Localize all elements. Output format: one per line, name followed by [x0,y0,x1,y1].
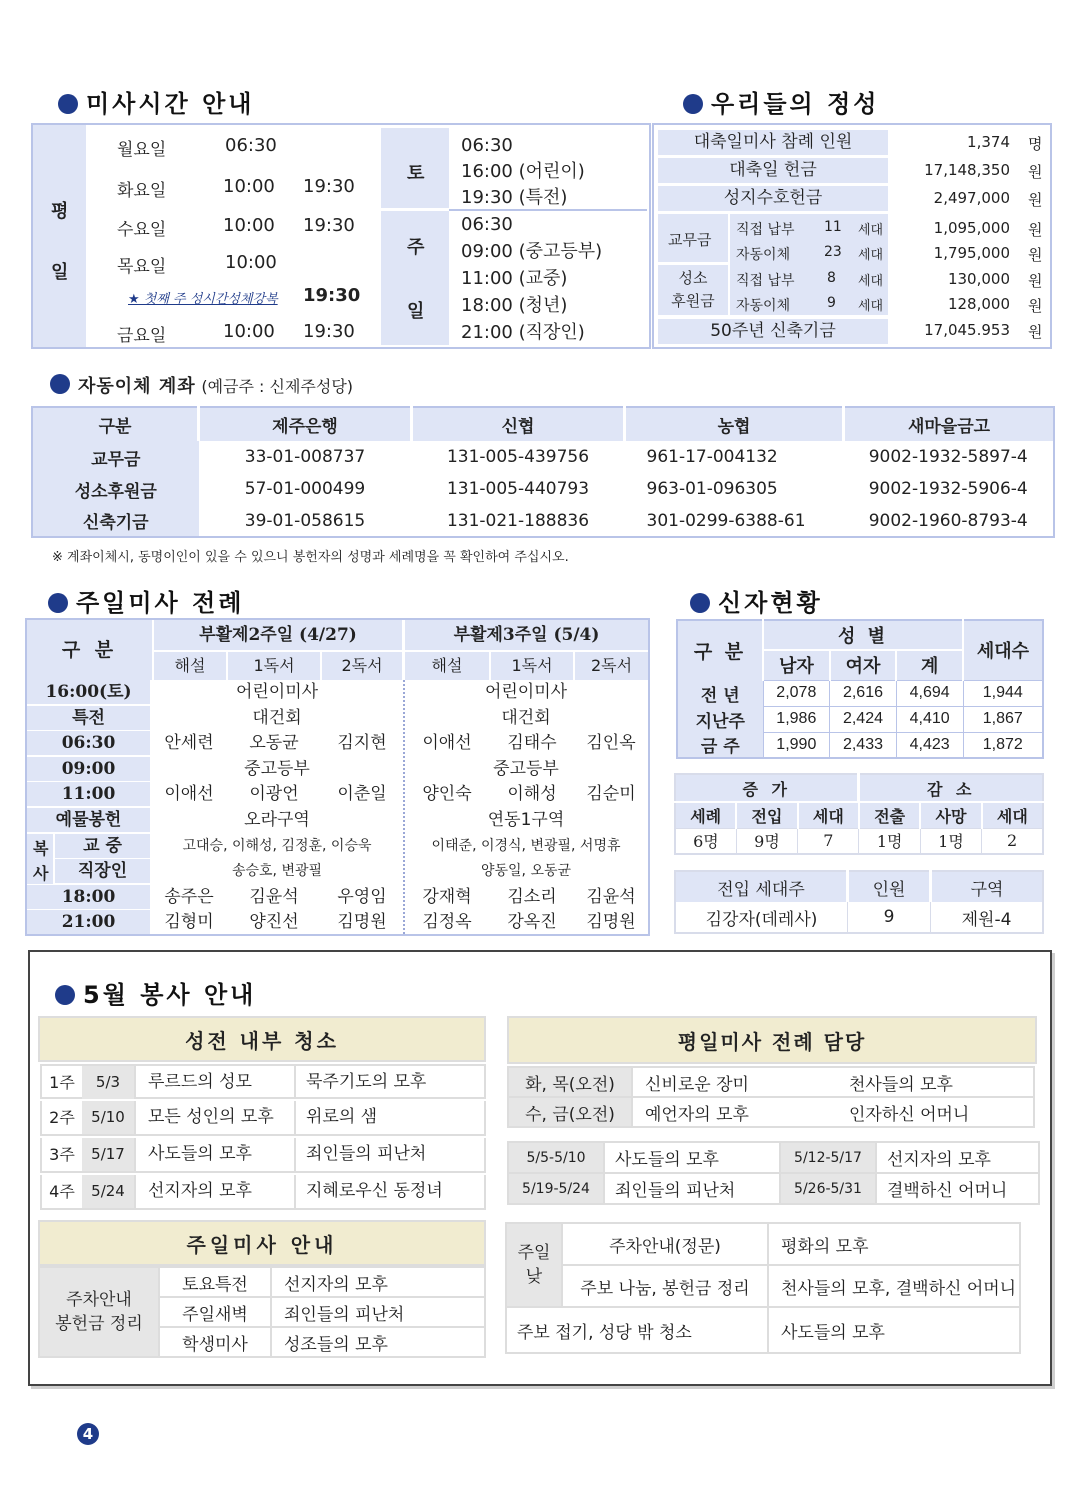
offering-unit: 원 [1028,323,1043,341]
team: 성조들의 모후 [284,1334,388,1355]
weekday-liturgy-table [507,1066,1035,1128]
household-count: 23 [824,244,842,260]
team: 루르드의 성모 [134,1066,296,1099]
role-header: 해설 [405,652,489,680]
time: 19:30 [303,285,361,306]
sub-header: 계 [896,650,963,680]
date-range: 5/12-5/17 [780,1142,876,1173]
liturgy-row [27,706,648,731]
team: 묵주기도의 모후 [306,1072,427,1092]
table-row [32,473,1054,505]
row-label: 21:00 [27,910,150,934]
change-value: 9명 [736,828,797,854]
liturgy-cell: 대건회 [252,707,302,728]
sun-time: 18:00 (청년) [461,295,568,316]
duty: 주차안내(정문) [562,1223,768,1265]
table-row [508,1142,1039,1173]
day-label: 화요일 [117,181,167,201]
role-header: 1독서 [228,652,320,680]
time: 10:00 [225,252,277,273]
row-label: 특전 [27,706,150,730]
liturgy-row [27,782,648,807]
offering-unit: 명 [1028,135,1043,153]
liturgy-row [27,885,648,910]
mass-slot: 토요특전 [159,1267,271,1297]
team: 죄인들의 피난처 [284,1304,405,1325]
fund-label: 50주년 신축기금 [658,319,888,344]
movein-name: 김강자(데레사) [675,902,848,933]
sat-time: 06:30 [461,135,513,156]
liturgy-cell: 김정옥 [422,912,472,933]
change-value: 2 [982,828,1043,854]
cell: 죄인들의 피난처 [604,1173,780,1204]
account-number: 9002-1932-5906-4 [868,479,1028,499]
cell: 1,990 [763,732,830,758]
offering-unit: 원 [1028,272,1043,290]
cleaning-title: 성전 내부 청소 [38,1016,486,1062]
sub-header: 여자 [830,650,897,680]
table-row [32,505,1054,537]
liturgy-cell: 이춘일 [337,784,387,805]
table-row [677,706,1043,732]
saturday-times [461,133,585,211]
liturgy-cell: 이애선 [164,784,214,805]
team: 사도들의 모후 [134,1138,296,1171]
week-label: 2주 [42,1101,84,1134]
sat-time: 16:00 (어린이) [461,161,585,182]
liturgy-gubun: 구 분 [27,620,152,680]
cell: 1,944 [963,680,1043,706]
liturgy-cell: 김순미 [586,784,636,805]
liturgy-cell: 우영임 [337,886,387,907]
cell: 4,410 [896,706,963,732]
liturgy-cell: 대건회 [501,707,551,728]
row-label: 09:00 [27,757,150,781]
change-value: 7 [798,828,859,854]
bullet-icon [48,593,68,613]
offerings-box [652,123,1052,349]
offering-unit: 원 [1028,163,1043,181]
team: 죄인들의 피난처 [306,1144,427,1164]
movein-head: 구역 [970,879,1004,900]
weekday-label-2: 일 [51,262,69,283]
week-header: 부활제2주일 (4/27) [154,620,402,650]
table-row [677,680,1043,706]
day-label: 금요일 [117,326,167,346]
liturgy-cell: 연동1구역 [487,810,565,830]
change-head: 전입 [736,802,797,828]
table-row [40,1064,486,1099]
col-header: 구분 [32,407,199,441]
team: 천사들의 모후, 결백하신 어머니 [781,1278,1017,1299]
liturgy-cell: 이해성 [507,784,557,805]
date: 5/10 [82,1101,136,1134]
sun-time: 21:00 (직장인) [461,322,585,343]
row-label: 금 주 [677,732,763,758]
time: 06:30 [225,135,277,156]
team: 위로의 샘 [306,1107,378,1127]
account-number: 131-005-440793 [446,479,590,499]
sun-time: 06:30 [461,214,513,235]
sunday-guide-title: 주일미사 안내 [38,1220,486,1266]
sunday-day-table [505,1222,1021,1354]
offering-unit: 원 [1028,297,1043,315]
mass-times-box [31,123,651,349]
household-count: 11 [824,219,842,235]
weekday-label-1: 평 [51,201,69,222]
boksa-label: 사 [33,863,49,883]
mass-slot: 주일새벽 [159,1297,271,1327]
team: 평화의 모후 [781,1236,869,1257]
date: 5/24 [82,1175,136,1208]
cell: 천사들의 모후 [849,1074,953,1095]
offering-value: 128,000 [947,295,1010,313]
col-header: 신협 [412,407,625,441]
row-label: 전 년 [677,680,763,706]
offerings-title: 우리들의 정성 [683,84,879,119]
liturgy-cell: 김윤석 [586,886,636,907]
liturgy-cell: 김인옥 [586,733,636,754]
cell: 2,433 [830,732,897,758]
seongso-label: 성소 후원금 [671,269,715,310]
bullet-icon [58,94,78,114]
liturgy-cell: 김명원 [337,912,387,933]
liturgy-cell: 김소리 [507,886,557,907]
role-header: 2독서 [575,652,648,680]
offering-unit: 원 [1028,246,1043,264]
cell: 1,867 [963,706,1043,732]
cell: 2,424 [830,706,897,732]
cell: 1,986 [763,706,830,732]
gender-header: 성 별 [763,620,963,650]
account-number: 9002-1960-8793-4 [868,510,1028,531]
offering-label: 대축일미사 참례 인원 [658,130,888,155]
day-label: 월요일 [117,140,167,160]
table-row [508,1173,1039,1204]
offering-unit: 원 [1028,221,1043,239]
account-number: 9002-1932-5897-4 [868,447,1028,467]
offering-value: 1,095,000 [933,219,1010,237]
offering-label: 대축일 헌금 [658,158,888,183]
cell: 사도들의 모후 [604,1142,780,1173]
decrease-header: 감 소 [859,774,1043,802]
table-row [40,1175,486,1210]
offering-value: 1,374 [967,133,1010,151]
team: 사도들의 모후 [768,1307,1020,1353]
account-number: 33-01-008737 [244,447,366,467]
table-row [32,441,1054,473]
liturgy-cell: 이광언 [249,784,299,805]
row-label: 18:00 [27,885,150,909]
row-label: 신축기금 [32,505,199,537]
offering-unit: 원 [1028,191,1043,209]
liturgy-row [27,731,648,756]
week-label: 1주 [42,1066,84,1099]
liturgy-cell: 김윤석 [249,886,299,907]
date: 5/17 [82,1138,136,1171]
col-header: 새마을금고 [907,417,991,437]
row-label: 11:00 [27,782,150,806]
mass-slot: 학생미사 [159,1327,271,1357]
cell: 선지자의 모후 [876,1142,1039,1173]
first-week-note: ★ 첫째 주 성시간성체강복 [128,292,278,307]
liturgy-cell: 김지현 [337,733,387,754]
cell: 결백하신 어머니 [876,1173,1039,1204]
account-holder: (예금주 : 신제주성당) [201,377,354,396]
date-range: 5/26-5/31 [780,1173,876,1204]
liturgy-cell: 김태수 [507,733,557,754]
change-head: 세대 [798,802,859,828]
sunday-label-2: 일 [407,301,425,322]
change-head: 세대 [996,806,1028,826]
sunday-guide-left: 주차안내 봉헌금 정리 [39,1267,159,1357]
liturgy-cell: 오라구역 [244,810,310,830]
liturgy-cell: 오동균 [249,733,299,754]
offering-label: 성지수호헌금 [658,186,888,211]
team: 지혜로우신 동정녀 [306,1181,443,1201]
col-header: 제주은행 [199,407,412,441]
day-label: 수요일 [117,220,167,240]
account-number: 131-021-188836 [446,510,590,531]
account-number: 57-01-000499 [244,479,366,499]
cell: 예언자의 모후 [632,1097,835,1127]
liturgy-cell: 송승호, 변광필 [231,863,323,880]
household-header: 세대수 [963,620,1043,680]
col-header: 농협 [625,407,844,441]
members-table [676,619,1044,759]
date-range: 5/19-5/24 [508,1173,604,1204]
table-row [40,1138,486,1173]
change-head: 사망 [920,802,981,828]
liturgy-title: 주일미사 전례 [48,583,244,618]
team: 선지자의 모후 [134,1175,296,1208]
fund-value: 17,045.953 [924,321,1010,339]
boksa-label: 복 [33,838,49,858]
payment-kind: 자동이체 [736,247,791,263]
time: 19:30 [303,321,355,342]
offering-value: 1,795,000 [933,244,1010,262]
cell: 신비로운 장미 [632,1067,835,1097]
liturgy-cell: 이태준, 이경식, 변광필, 서명휴 [431,837,621,854]
payment-kind: 자동이체 [736,298,791,314]
offering-value: 130,000 [947,270,1010,288]
liturgy-cell: 고대승, 이해성, 김정훈, 이승욱 [182,837,372,854]
account-number: 131-005-439756 [446,447,590,467]
liturgy-row [27,910,648,935]
household-unit: 세대 [858,223,884,238]
liturgy-cell: 양인숙 [422,784,472,805]
bullet-icon [55,985,75,1005]
gyomu-label: 교무금 [668,231,712,249]
role-header: 1독서 [491,652,573,680]
liturgy-cell: 양동일, 오동균 [480,863,572,880]
liturgy-cell: 안세련 [164,733,214,754]
liturgy-row [27,859,648,884]
week-label: 3주 [42,1138,84,1171]
time: 19:30 [303,176,355,197]
payment-kind: 직접 납부 [736,273,795,289]
cell: 2,078 [763,680,830,706]
offering-value: 2,497,000 [933,189,1010,207]
household-unit: 세대 [858,274,884,289]
change-value: 6명 [675,828,736,854]
liturgy-row [27,808,648,833]
sunday-times [461,211,602,346]
service-title: 5월 봉사 안내 [55,975,256,1010]
change-head: 세례 [675,802,736,828]
accounts-header-row [32,407,1054,441]
weekly-table [507,1141,1040,1205]
liturgy-cell: 김형미 [164,912,214,933]
payment-kind: 직접 납부 [736,222,795,238]
liturgy-row [27,680,648,705]
household-count: 9 [827,295,836,311]
row-label: 직장인 [55,859,150,883]
members-gubun: 구 분 [677,620,763,680]
role-header: 2독서 [322,652,402,680]
date-range: 5/5-5/10 [508,1142,604,1173]
accounts-table [31,406,1055,538]
sun-time: 09:00 (중고등부) [461,241,603,262]
sunday-label-1: 주 [407,237,425,258]
household-unit: 세대 [858,299,884,314]
time: 10:00 [223,321,275,342]
table-row [508,1067,1034,1097]
movein-head: 인원 [848,871,931,902]
liturgy-cell: 어린이미사 [484,682,568,702]
accounts-title: 자동이체 계좌 (예금주 : 신제주성당) [50,372,353,398]
row-label: 16:00(토) [27,680,150,704]
cell: 인자하신 어머니 [849,1104,970,1125]
sat-time: 19:30 (특전) [461,187,568,208]
liturgy-cell: 중고등부 [493,758,559,779]
duty: 주보 접기, 성당 밖 청소 [517,1322,692,1343]
sun-time: 11:00 (교중) [461,268,568,289]
offering-value: 17,148,350 [924,161,1010,179]
movein-count: 9 [848,902,931,933]
liturgy-cell: 강옥진 [507,912,557,933]
liturgy-cell: 중고등부 [244,758,310,779]
household-count: 8 [827,270,836,286]
saturday-label: 토 [407,163,425,184]
week-label: 4주 [42,1175,84,1208]
week-header: 부활제3주일 (5/4) [405,620,648,650]
row-label: 지난주 [677,706,763,732]
account-number: 961-17-004132 [646,447,778,467]
bullet-icon [690,593,710,613]
change-value: 1명 [859,828,920,854]
cell: 4,423 [896,732,963,758]
household-unit: 세대 [858,248,884,263]
liturgy-cell: 송주은 [164,886,214,907]
sunday-day-label: 주일 낮 [506,1223,562,1307]
change-head: 전출 [859,802,920,828]
account-number: 301-0299-6388-61 [646,510,806,531]
day-label: 목요일 [117,257,167,277]
members-title: 신자현황 [690,583,823,618]
bullet-icon [683,94,703,114]
sub-header: 남자 [763,650,830,680]
account-number: 963-01-096305 [646,479,778,499]
liturgy-row [27,834,648,859]
row-label: 교 중 [55,834,150,858]
account-number: 39-01-058615 [244,510,366,531]
change-value: 1명 [920,828,981,854]
accounts-note: ※ 계좌이체시, 동명이인이 있을 수 있으니 봉헌자의 성명과 세례명을 꼭 확인하여 주십시오. [52,550,569,565]
date: 5/3 [82,1066,136,1099]
sunday-guide-table [38,1266,486,1358]
time: 10:00 [223,176,275,197]
liturgy-cell: 어린이미사 [235,682,319,702]
movein-district: 제원-4 [961,909,1012,930]
table-row [677,732,1043,758]
liturgy-cell: 강재혁 [422,886,472,907]
row-label: 예물봉헌 [27,808,150,832]
row-label: 성소후원금 [32,473,199,505]
table-row [40,1101,486,1136]
cell: 1,872 [963,732,1043,758]
team: 모든 성인의 모후 [134,1101,296,1134]
cell: 4,694 [896,680,963,706]
team: 선지자의 모후 [284,1274,388,1295]
cell: 2,616 [830,680,897,706]
bullet-icon [50,374,70,394]
movein-table [674,870,1044,934]
row-label: 06:30 [27,731,150,755]
time: 19:30 [303,215,355,236]
liturgy-cell: 이애선 [422,733,472,754]
page-number: 4 [77,1423,99,1445]
table-row [508,1097,1034,1127]
row-label: 화, 목(오전) [508,1067,632,1097]
liturgy-cell: 양진선 [249,912,299,933]
movein-head: 전입 세대주 [675,871,848,902]
weekday-liturgy-title: 평일미사 전례 담당 [507,1016,1037,1064]
row-label: 수, 금(오전) [508,1097,632,1127]
role-header: 해설 [154,652,226,680]
time: 10:00 [223,215,275,236]
mass-times-title: 미사시간 안내 [58,84,254,119]
liturgy-cell: 김명원 [586,912,636,933]
duty: 주보 나눔, 봉헌금 정리 [562,1265,768,1307]
change-table [674,773,1044,855]
row-label: 교무금 [32,441,199,473]
liturgy-row [27,757,648,782]
increase-header: 증 가 [675,774,859,802]
